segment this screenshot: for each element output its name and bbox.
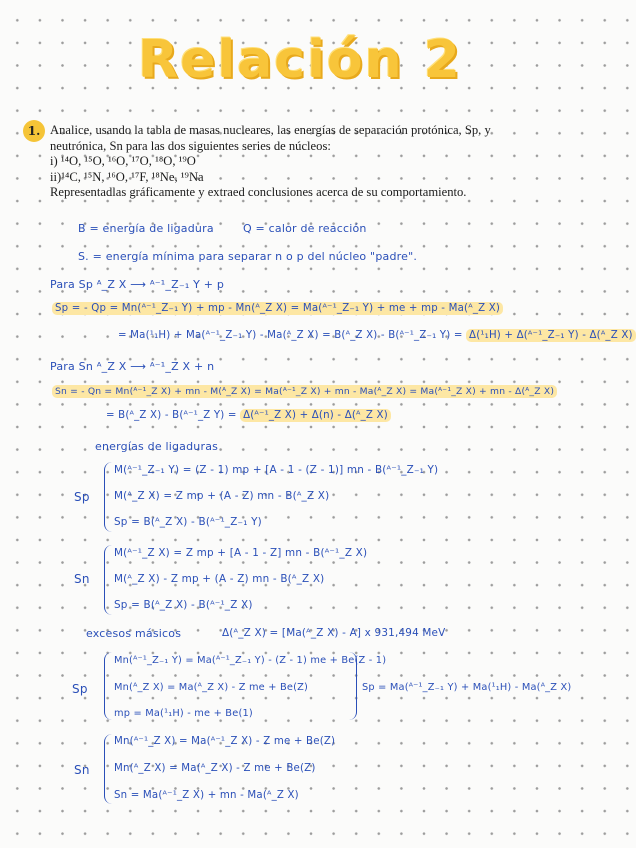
series-ii: ii)¹⁴C, ¹⁵N, ¹⁶O, ¹⁷F, ¹⁸Ne, ¹⁹Na xyxy=(50,169,204,184)
excess-sp-eq3: mp = Ma(¹₁H) - me + Be(1) xyxy=(114,708,253,719)
sp-label: Sp xyxy=(74,490,90,504)
para-sp-reaction: Para Sp ᴬ_Z X ⟶ ᴬ⁻¹_Z₋₁ Y + p xyxy=(50,278,225,291)
excess-sp-eq1: Mn(ᴬ⁻¹_Z₋₁ Y) = Ma(ᴬ⁻¹_Z₋₁ Y) - (Z - 1) me + Be(Z - 1) xyxy=(114,655,387,666)
sp-highlight: Sp = - Qp = Mn(ᴬ⁻¹_Z₋₁ Y) + mp - Mn(ᴬ_Z X) = Ma(ᴬ⁻¹_Z₋₁ Y) + me + mp - Ma(ᴬ_Z X) xyxy=(52,302,503,315)
excess-sn-eq3: Sn = Ma(ᴬ⁻¹_Z X) + mn - Ma(ᴬ_Z X) xyxy=(114,790,299,801)
sp-excess-label: Sp xyxy=(72,682,88,696)
page-title: Relación 2 xyxy=(138,30,462,90)
sn-delta-highlight: Δ(ᴬ⁻¹_Z X) + Δ(n) - Δ(ᴬ_Z X) xyxy=(240,409,391,422)
para-sn-reaction: Para Sn ᴬ_Z X ⟶ ᴬ⁻¹_Z X + n xyxy=(50,360,215,373)
sn-brace xyxy=(104,545,113,615)
excess-sn-eq1: Mn(ᴬ⁻¹_Z X) = Ma(ᴬ⁻¹_Z X) - Z me + Be(Z) xyxy=(114,736,336,747)
sn-label: Sn xyxy=(74,572,90,586)
excess-sp-eq2: Mn(ᴬ_Z X) = Ma(ᴬ_Z X) - Z me + Be(Z) xyxy=(114,682,309,693)
sn-excess-label: Sn xyxy=(74,763,90,777)
sn-equation-1 xyxy=(52,386,557,397)
sn-equation-2 xyxy=(106,410,391,421)
sn-excess-brace xyxy=(104,734,113,804)
exercise-number-badge: 1. xyxy=(23,120,45,142)
excesos-heading: excesos másicos xyxy=(86,627,182,640)
definition-s: S. = energía mínima para separar n o p del núcleo "padre". xyxy=(78,250,418,263)
statement-line: neutrónica, Sn para las dos siguientes series de núcleos: xyxy=(50,138,331,153)
mass-excess-definition: Δ(ᴬ_Z X) = [Ma(ᴬ_Z X) - A] x 931,494 MeV xyxy=(222,627,446,639)
sp-equation-2-text: = Ma(¹₁H) + Ma(ᴬ⁻¹_Z₋₁ Y) - Ma(ᴬ_Z X) = B(ᴬ_Z X) - B(ᴬ⁻¹_Z₋₁ Y) = xyxy=(118,330,463,341)
exercise-statement xyxy=(50,123,570,201)
sp-excess-brace xyxy=(104,652,113,720)
sp-equation-1 xyxy=(52,303,503,314)
energias-heading: energías de ligaduras xyxy=(95,440,219,453)
sp-equation-2 xyxy=(118,330,636,341)
excess-sn-eq2: Mn(ᴬ_Z X) = Ma(ᴬ_Z X) - Z me + Be(Z) xyxy=(114,763,316,774)
binding-sp-eq3: Sp = B(ᴬ_Z X) - B(ᴬ⁻¹_Z₋₁ Y) xyxy=(114,516,262,528)
binding-sn-eq2: M(ᴬ_Z X) - Z mp + (A - Z) mn - B(ᴬ_Z X) xyxy=(114,573,325,585)
sp-delta-highlight: Δ(¹₁H) + Δ(ᴬ⁻¹_Z₋₁ Y) - Δ(ᴬ_Z X) xyxy=(466,329,636,342)
sp-brace xyxy=(104,462,113,532)
binding-sp-eq2: M(ᴬ_Z X) = Z mp + (A - Z) mn - B(ᴬ_Z X) xyxy=(114,490,330,502)
binding-sn-eq1: M(ᴬ⁻¹_Z X) = Z mp + [A - 1 - Z] mn - B(ᴬ⁻¹_Z X) xyxy=(114,547,368,559)
binding-sp-eq1: M(ᴬ⁻¹_Z₋₁ Y) = (Z - 1) mp + [A - 1 - (Z - 1)] mn - B(ᴬ⁻¹_Z₋₁ Y) xyxy=(114,464,439,476)
statement-line: Representadlas gráficamente y extraed conclusiones acerca de su comportamiento. xyxy=(50,185,467,199)
binding-sn-eq3: Sp = B(ᴬ_Z X) - B(ᴬ⁻¹_Z X) xyxy=(114,599,253,611)
sn-highlight: Sn = - Qn = Mn(ᴬ⁻¹_Z X) + mn - M(ᴬ_Z X) = Ma(ᴬ⁻¹_Z X) + mn - Ma(ᴬ_Z X) = Ma(ᴬ⁻¹_Z X) + mn - Δ(ᴬ_Z X) xyxy=(52,385,557,398)
definition-q: Q = calor de reacción xyxy=(243,222,367,235)
statement-line: Analice, usando la tabla de masas nucleares, las energías de separación protónica, Sp, y xyxy=(50,123,491,137)
excess-sp-result: Sp = Ma(ᴬ⁻¹_Z₋₁ Y) + Ma(¹₁H) - Ma(ᴬ_Z X) xyxy=(362,682,572,693)
sn-equation-2-text: = B(ᴬ_Z X) - B(ᴬ⁻¹_Z Y) = xyxy=(106,410,237,421)
sp-result-brace xyxy=(348,652,357,720)
series-i: i) ¹⁴O, ¹⁵O, ¹⁶O, ¹⁷O, ¹⁸O, ¹⁹O xyxy=(50,154,196,168)
definition-b: B = energía de ligadura xyxy=(78,222,214,235)
